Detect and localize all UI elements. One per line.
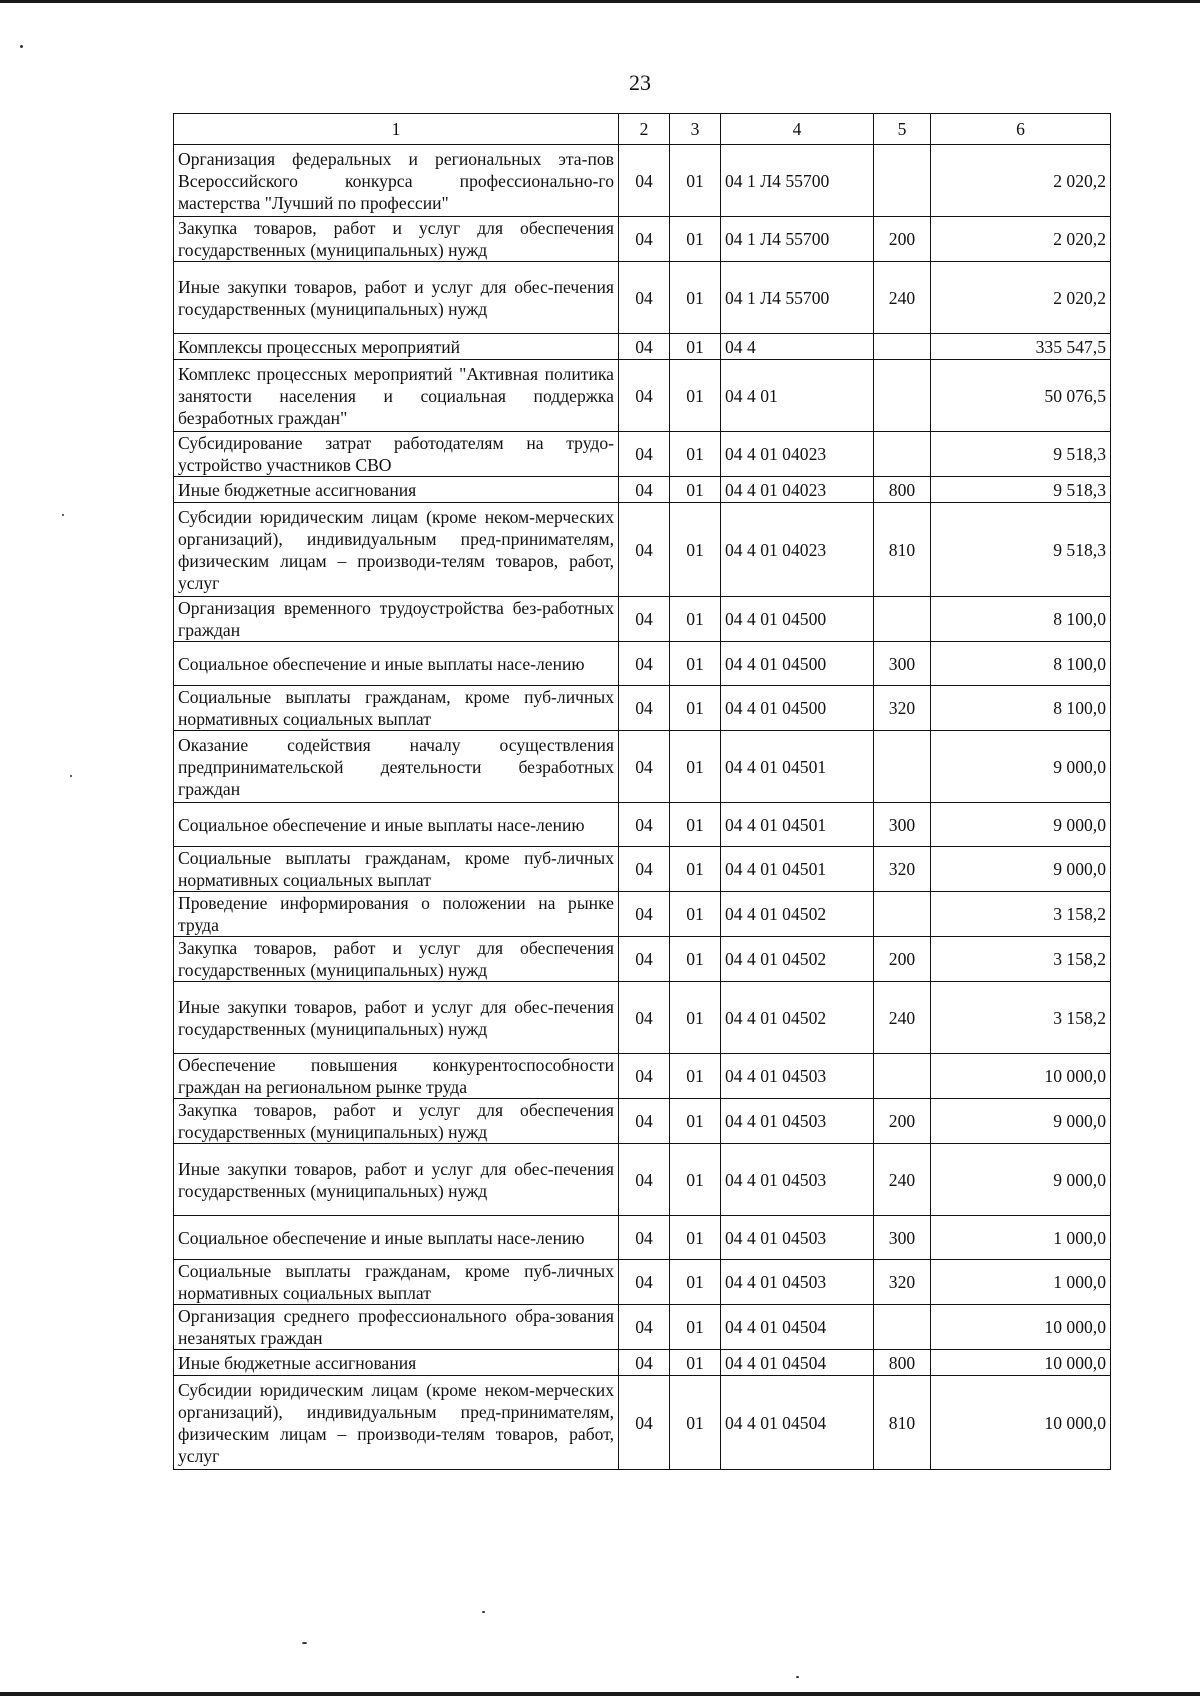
row-amount: 9 518,3 xyxy=(931,503,1111,597)
row-target-code: 04 4 01 xyxy=(721,360,874,432)
row-target-code: 04 4 01 04503 xyxy=(721,1260,874,1305)
row-subsection: 01 xyxy=(670,503,721,597)
row-amount: 1 000,0 xyxy=(931,1260,1111,1305)
row-target-code: 04 4 01 04502 xyxy=(721,982,874,1054)
row-target-code: 04 4 01 04501 xyxy=(721,847,874,892)
row-amount: 3 158,2 xyxy=(931,892,1111,937)
row-description: Комплексы процессных мероприятий xyxy=(174,334,619,360)
table-row xyxy=(174,1054,1111,1099)
table-row xyxy=(174,847,1111,892)
row-section: 04 xyxy=(619,217,670,262)
row-subsection: 01 xyxy=(670,847,721,892)
table-row xyxy=(174,597,1111,642)
row-target-code: 04 1 Л4 55700 xyxy=(721,262,874,334)
row-target-code: 04 4 01 04500 xyxy=(721,686,874,731)
row-subsection: 01 xyxy=(670,1144,721,1216)
row-expense-type xyxy=(874,334,931,360)
row-description: Субсидирование затрат работодателям на трудо-устройство участников СВО xyxy=(174,432,619,477)
budget-table xyxy=(173,113,1111,1470)
row-amount: 9 000,0 xyxy=(931,1099,1111,1144)
row-description: Социальное обеспечение и иные выплаты насе-лению xyxy=(174,1216,619,1260)
row-amount: 8 100,0 xyxy=(931,597,1111,642)
row-subsection: 01 xyxy=(670,1350,721,1376)
row-target-code: 04 4 01 04503 xyxy=(721,1216,874,1260)
row-target-code: 04 4 01 04023 xyxy=(721,432,874,477)
scan-speck xyxy=(482,1611,485,1613)
row-subsection: 01 xyxy=(670,432,721,477)
row-expense-type xyxy=(874,145,931,217)
row-amount: 9 000,0 xyxy=(931,1144,1111,1216)
column-header: 1 xyxy=(174,114,619,145)
row-description: Обеспечение повышения конкурентоспособности граждан на региональном рынке труда xyxy=(174,1054,619,1099)
row-description: Социальное обеспечение и иные выплаты насе-лению xyxy=(174,803,619,847)
row-target-code: 04 4 01 04502 xyxy=(721,937,874,982)
table-row xyxy=(174,642,1111,686)
row-description: Субсидии юридическим лицам (кроме неком-мерческих организаций), индивидуальным пред-принимателям, физическим лицам – производи-телям товаров, работ, услуг xyxy=(174,503,619,597)
table-row xyxy=(174,503,1111,597)
row-description: Организация временного трудоустройства без-работных граждан xyxy=(174,597,619,642)
row-section: 04 xyxy=(619,892,670,937)
row-amount: 10 000,0 xyxy=(931,1305,1111,1350)
row-section: 04 xyxy=(619,1144,670,1216)
row-subsection: 01 xyxy=(670,477,721,503)
row-subsection: 01 xyxy=(670,642,721,686)
row-amount: 3 158,2 xyxy=(931,937,1111,982)
row-amount: 9 000,0 xyxy=(931,731,1111,803)
row-description: Проведение информирования о положении на рынке труда xyxy=(174,892,619,937)
row-section: 04 xyxy=(619,432,670,477)
row-subsection: 01 xyxy=(670,803,721,847)
row-description: Иные закупки товаров, работ и услуг для обес-печения государственных (муниципальных) нужд xyxy=(174,982,619,1054)
row-amount: 2 020,2 xyxy=(931,145,1111,217)
row-description: Оказание содействия началу осуществления предпринимательской деятельности безработных граждан xyxy=(174,731,619,803)
row-section: 04 xyxy=(619,334,670,360)
row-expense-type: 240 xyxy=(874,1144,931,1216)
row-expense-type: 320 xyxy=(874,1260,931,1305)
row-expense-type: 300 xyxy=(874,803,931,847)
row-section: 04 xyxy=(619,597,670,642)
row-subsection: 01 xyxy=(670,1305,721,1350)
row-amount: 1 000,0 xyxy=(931,1216,1111,1260)
table-row xyxy=(174,334,1111,360)
row-description: Социальное обеспечение и иные выплаты насе-лению xyxy=(174,642,619,686)
row-section: 04 xyxy=(619,731,670,803)
row-amount: 9 000,0 xyxy=(931,803,1111,847)
row-subsection: 01 xyxy=(670,731,721,803)
row-expense-type xyxy=(874,892,931,937)
table-row xyxy=(174,731,1111,803)
row-section: 04 xyxy=(619,686,670,731)
row-subsection: 01 xyxy=(670,334,721,360)
table-row xyxy=(174,262,1111,334)
row-amount: 335 547,5 xyxy=(931,334,1111,360)
row-subsection: 01 xyxy=(670,360,721,432)
row-subsection: 01 xyxy=(670,1099,721,1144)
row-section: 04 xyxy=(619,145,670,217)
row-target-code: 04 4 01 04503 xyxy=(721,1099,874,1144)
row-target-code: 04 4 01 04500 xyxy=(721,597,874,642)
scan-speck xyxy=(302,1642,307,1644)
row-expense-type xyxy=(874,1054,931,1099)
scan-top-border xyxy=(0,0,1200,3)
row-expense-type: 200 xyxy=(874,937,931,982)
column-header: 4 xyxy=(721,114,874,145)
row-section: 04 xyxy=(619,503,670,597)
row-description: Социальные выплаты гражданам, кроме пуб-личных нормативных социальных выплат xyxy=(174,847,619,892)
row-expense-type: 240 xyxy=(874,982,931,1054)
row-expense-type: 240 xyxy=(874,262,931,334)
row-subsection: 01 xyxy=(670,262,721,334)
row-target-code: 04 4 01 04500 xyxy=(721,642,874,686)
row-description: Социальные выплаты гражданам, кроме пуб-личных нормативных социальных выплат xyxy=(174,1260,619,1305)
row-expense-type: 800 xyxy=(874,477,931,503)
row-expense-type xyxy=(874,731,931,803)
row-amount: 9 000,0 xyxy=(931,847,1111,892)
row-amount: 2 020,2 xyxy=(931,217,1111,262)
scan-bottom-border xyxy=(0,1692,1200,1696)
scan-speck xyxy=(62,514,64,516)
row-section: 04 xyxy=(619,642,670,686)
row-expense-type xyxy=(874,360,931,432)
row-amount: 2 020,2 xyxy=(931,262,1111,334)
row-subsection: 01 xyxy=(670,145,721,217)
row-target-code: 04 4 01 04502 xyxy=(721,892,874,937)
row-expense-type xyxy=(874,1305,931,1350)
table-row xyxy=(174,432,1111,477)
column-header: 2 xyxy=(619,114,670,145)
row-target-code: 04 1 Л4 55700 xyxy=(721,217,874,262)
row-section: 04 xyxy=(619,1376,670,1470)
row-description: Иные бюджетные ассигнования xyxy=(174,1350,619,1376)
table-row xyxy=(174,1350,1111,1376)
row-target-code: 04 1 Л4 55700 xyxy=(721,145,874,217)
row-section: 04 xyxy=(619,477,670,503)
row-amount: 3 158,2 xyxy=(931,982,1111,1054)
page-number: 23 xyxy=(629,70,651,95)
table-row xyxy=(174,1305,1111,1350)
row-subsection: 01 xyxy=(670,1054,721,1099)
table-row xyxy=(174,1216,1111,1260)
row-description: Иные бюджетные ассигнования xyxy=(174,477,619,503)
row-subsection: 01 xyxy=(670,217,721,262)
table-header-row xyxy=(174,114,1111,145)
row-section: 04 xyxy=(619,1260,670,1305)
row-target-code: 04 4 01 04501 xyxy=(721,731,874,803)
row-target-code: 04 4 01 04503 xyxy=(721,1144,874,1216)
table-row xyxy=(174,145,1111,217)
table-row xyxy=(174,1099,1111,1144)
row-amount: 9 518,3 xyxy=(931,432,1111,477)
row-section: 04 xyxy=(619,982,670,1054)
row-target-code: 04 4 01 04504 xyxy=(721,1350,874,1376)
row-expense-type xyxy=(874,432,931,477)
row-section: 04 xyxy=(619,1305,670,1350)
row-expense-type: 320 xyxy=(874,847,931,892)
scan-speck xyxy=(70,775,72,777)
table-row xyxy=(174,360,1111,432)
table-row xyxy=(174,217,1111,262)
row-amount: 10 000,0 xyxy=(931,1376,1111,1470)
row-expense-type: 810 xyxy=(874,1376,931,1470)
row-description: Иные закупки товаров, работ и услуг для обес-печения государственных (муниципальных) нужд xyxy=(174,1144,619,1216)
row-amount: 8 100,0 xyxy=(931,642,1111,686)
row-subsection: 01 xyxy=(670,892,721,937)
row-description: Комплекс процессных мероприятий "Активная политика занятости населения и социальная поддержка безработных граждан" xyxy=(174,360,619,432)
row-target-code: 04 4 01 04023 xyxy=(721,503,874,597)
row-expense-type: 320 xyxy=(874,686,931,731)
row-target-code: 04 4 01 04501 xyxy=(721,803,874,847)
row-expense-type: 200 xyxy=(874,1099,931,1144)
row-amount: 9 518,3 xyxy=(931,477,1111,503)
row-subsection: 01 xyxy=(670,982,721,1054)
table-row xyxy=(174,686,1111,731)
table-row xyxy=(174,477,1111,503)
column-header: 3 xyxy=(670,114,721,145)
row-subsection: 01 xyxy=(670,1216,721,1260)
row-subsection: 01 xyxy=(670,1376,721,1470)
scan-speck xyxy=(796,1676,799,1678)
row-target-code: 04 4 01 04023 xyxy=(721,477,874,503)
row-amount: 8 100,0 xyxy=(931,686,1111,731)
row-section: 04 xyxy=(619,262,670,334)
row-target-code: 04 4 01 04503 xyxy=(721,1054,874,1099)
row-expense-type: 810 xyxy=(874,503,931,597)
row-description: Социальные выплаты гражданам, кроме пуб-личных нормативных социальных выплат xyxy=(174,686,619,731)
row-section: 04 xyxy=(619,1216,670,1260)
table-row xyxy=(174,982,1111,1054)
row-target-code: 04 4 xyxy=(721,334,874,360)
row-description: Закупка товаров, работ и услуг для обеспечения государственных (муниципальных) нужд xyxy=(174,217,619,262)
table-row xyxy=(174,892,1111,937)
row-expense-type: 300 xyxy=(874,642,931,686)
row-section: 04 xyxy=(619,1099,670,1144)
row-amount: 10 000,0 xyxy=(931,1350,1111,1376)
table-row xyxy=(174,937,1111,982)
row-section: 04 xyxy=(619,803,670,847)
table-row xyxy=(174,803,1111,847)
row-expense-type xyxy=(874,597,931,642)
table-row xyxy=(174,1260,1111,1305)
table-row xyxy=(174,1144,1111,1216)
column-header: 6 xyxy=(931,114,1111,145)
row-section: 04 xyxy=(619,1054,670,1099)
row-description: Организация среднего профессионального обра-зования незанятых граждан xyxy=(174,1305,619,1350)
row-section: 04 xyxy=(619,847,670,892)
column-header: 5 xyxy=(874,114,931,145)
row-subsection: 01 xyxy=(670,937,721,982)
row-subsection: 01 xyxy=(670,1260,721,1305)
row-section: 04 xyxy=(619,360,670,432)
row-subsection: 01 xyxy=(670,597,721,642)
row-section: 04 xyxy=(619,937,670,982)
row-expense-type: 800 xyxy=(874,1350,931,1376)
row-target-code: 04 4 01 04504 xyxy=(721,1376,874,1470)
scan-speck xyxy=(20,45,23,48)
row-expense-type: 200 xyxy=(874,217,931,262)
row-description: Закупка товаров, работ и услуг для обеспечения государственных (муниципальных) нужд xyxy=(174,937,619,982)
row-section: 04 xyxy=(619,1350,670,1376)
row-amount: 50 076,5 xyxy=(931,360,1111,432)
row-target-code: 04 4 01 04504 xyxy=(721,1305,874,1350)
row-description: Закупка товаров, работ и услуг для обеспечения государственных (муниципальных) нужд xyxy=(174,1099,619,1144)
row-description: Организация федеральных и региональных эта-пов Всероссийского конкурса профессионально-го мастерства "Лучший по профессии" xyxy=(174,145,619,217)
row-amount: 10 000,0 xyxy=(931,1054,1111,1099)
row-description: Субсидии юридическим лицам (кроме неком-мерческих организаций), индивидуальным пред-принимателям, физическим лицам – производи-телям товаров, работ, услуг xyxy=(174,1376,619,1470)
row-expense-type: 300 xyxy=(874,1216,931,1260)
table-row xyxy=(174,1376,1111,1470)
row-description: Иные закупки товаров, работ и услуг для обес-печения государственных (муниципальных) нужд xyxy=(174,262,619,334)
row-subsection: 01 xyxy=(670,686,721,731)
